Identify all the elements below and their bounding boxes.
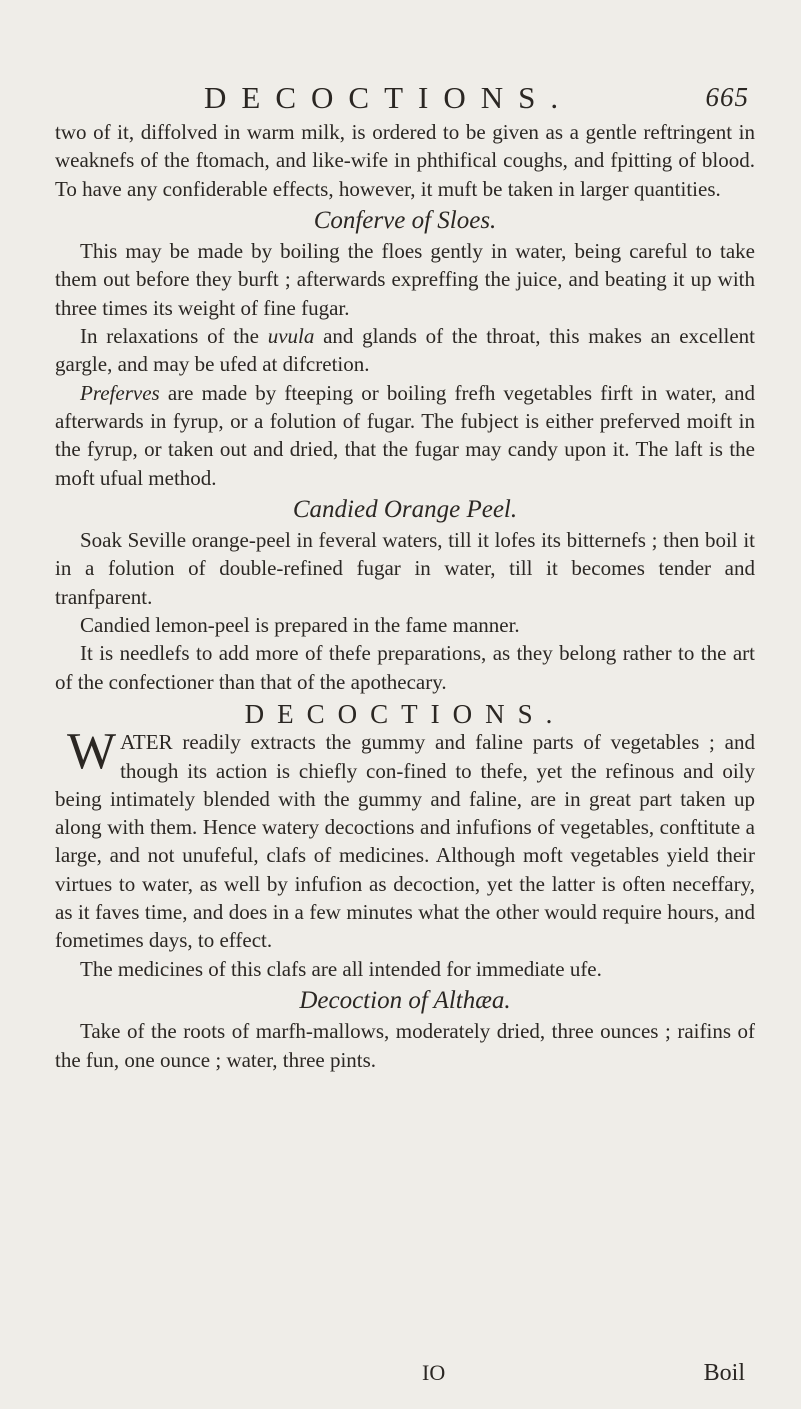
page-number: 665	[705, 82, 749, 112]
italic-term-preserves: Preferves	[80, 380, 160, 405]
body-text	[55, 118, 755, 1074]
drop-capital: W	[67, 723, 117, 781]
paragraph-althaea-recipe: Take of the roots of marfh-mallows, moderately dried, three ounces ; raifins of the fun, one ounce ; water, three pints.	[55, 1019, 755, 1072]
paragraph-water-extracts	[55, 723, 755, 954]
paragraph-needless: It is needlefs to add more of thefe preparations, as they belong rather to the art of the confectioner than that of the apothecary.	[55, 641, 755, 694]
paragraph-sloes-method: This may be made by boiling the floes gently in water, being careful to take them out before they burft ; afterwards expreffing the juice, and beating it up with three times its weight of fine fugar.	[55, 239, 755, 320]
page-header	[0, 80, 801, 120]
paragraph-orange-peel: Soak Seville orange-peel in feveral waters, till it lofes its bitternefs ; then boil it in a folution of double-refined fugar in water, till it becomes tender and tranfparent.	[55, 528, 755, 609]
paragraph-immediate-use: The medicines of this clafs are all intended for immediate ufe.	[80, 956, 602, 981]
signature-mark: IO	[422, 1360, 446, 1385]
italic-term-uvula: uvula	[267, 324, 315, 349]
heading-decoction-of-althaea: Decoction of Althæa.	[299, 986, 511, 1014]
text-run: are made by fteeping or boiling frefh vegetables firft in water, and afterwards in fyrup, or a folution of fugar. The fubject is either preferved moift in the fyrup, or taken out and dried, that the fugar may candy upon it. The laft is the moft ufual method.	[55, 380, 755, 490]
page-footer	[0, 1360, 801, 1400]
section-title-decoctions: DECOCTIONS.	[244, 698, 566, 729]
paragraph-continuation: two of it, diffolved in warm milk, is ordered to be given as a gentle reftringent in weaknefs of the ftomach, and like-wife in phthifical coughs, and fpitting of blood. To have any confiderable effects, however, it muft be taken in larger quantities.	[55, 120, 755, 201]
catchword: Boil	[703, 1360, 745, 1386]
text-run: ATER readily extracts the gummy and faline parts of vegetables ; and though its action is chiefly con-fined to thefe, yet the refinous and oily being intimately blended with the gummy and faline, are in great part taken up along with them. Hence watery decoctions and infufions of vegetables, conftitute a large, and not unufeful, clafs of medicines. Although moft vegetables yield their virtues to water, as well by infufion as decoction, yet the latter is often neceffary, as it faves time, and does in a few minutes what the other would require hours, and fometimes days, to effect.	[55, 730, 755, 953]
text-run: and glands of the throat, this makes an excellent gargle, and may be ufed at difcretion.	[55, 324, 755, 377]
running-head: DECOCTIONS.	[204, 80, 574, 115]
heading-conserve-of-sloes: Conferve of Sloes.	[313, 206, 497, 234]
text-run: In relaxations of the	[80, 324, 268, 349]
paragraph-preserves	[55, 379, 755, 492]
heading-candied-orange-peel: Candied Orange Peel.	[292, 495, 518, 523]
paragraph-lemon-peel: Candied lemon-peel is prepared in the fame manner.	[80, 613, 520, 638]
paragraph-sloes-use	[55, 322, 755, 379]
